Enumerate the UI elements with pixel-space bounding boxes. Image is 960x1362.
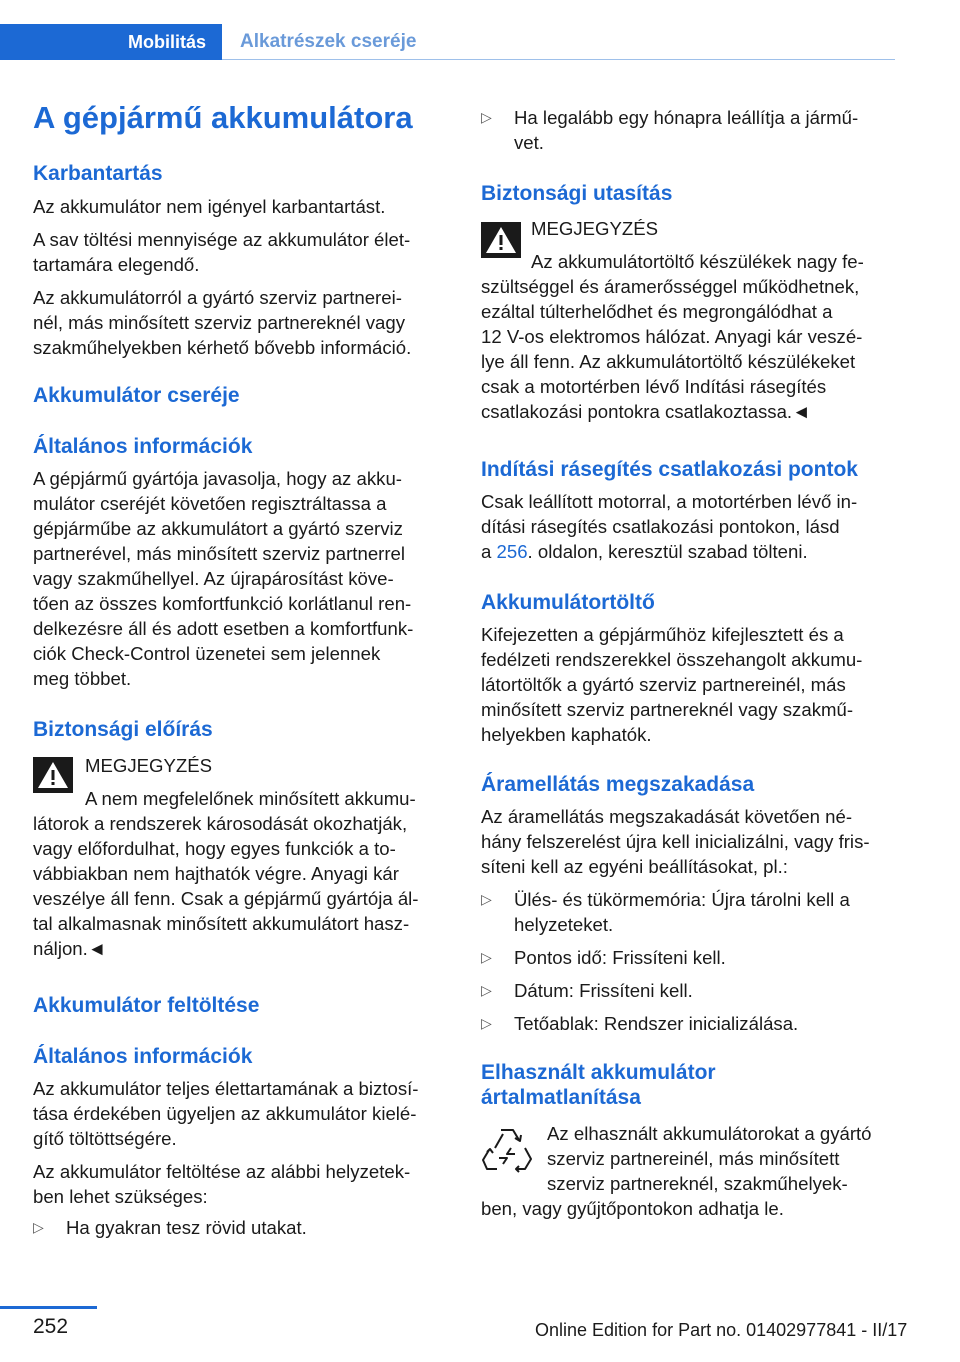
altalanos1-line: vagy szakműhellyel. Az újrapárosítást köve- (33, 568, 394, 589)
altalanos1-line: ciók Check-Control üzenetei sem jelennek (33, 643, 381, 664)
altalanos2-line: gítő töltöttségére. (33, 1128, 177, 1149)
elhasznalt-line: szerviz partnereknél, szakműhelyek- (547, 1173, 848, 1194)
warning-line: A nem megfelelőnek minősített akkumu- (85, 788, 416, 809)
warning-line: 12 V-os elektromos hálózat. Anyagi kár veszé- (481, 326, 863, 347)
bullet-triangle-icon: ▷ (481, 982, 492, 998)
tolto-line: fedélzeti rendszerekkel összehangolt akkumu- (481, 649, 863, 670)
warning-icon (33, 757, 73, 793)
list-item-continuation: helyzeteket. (514, 914, 614, 935)
tolto-line: látortöltők a gyártó szerviz partnereinél, más (481, 674, 846, 695)
heading-eloiras: Biztonsági előírás (33, 718, 213, 741)
heading-altalanos-1: Általános információk (33, 435, 253, 458)
warning-line: lye áll fenn. Az akkumulátortöltő készülékeket (481, 351, 856, 372)
altalanos1-line: meg többet. (33, 668, 132, 689)
heading-feltoltes: Akkumulátor feltöltése (33, 994, 260, 1017)
helyzetek-line: Az akkumulátor feltöltése az alábbi helyzetek- (33, 1161, 411, 1182)
altalanos2-line: tása érdekében ügyeljen az akkumulátor kielé- (33, 1103, 417, 1124)
warning-icon (481, 222, 521, 258)
recycle-icon (481, 1124, 533, 1176)
altalanos1-line: tően az összes komfortfunkció korlátlanul ren- (33, 593, 412, 614)
para-karbantartas-3-l1: Az akkumulátorról a gyártó szerviz partnerei- (33, 287, 402, 308)
para-karbantartas-2-l1: A sav töltési mennyisége az akkumulátor élet- (33, 229, 411, 250)
tolto-line: helyekben kaphatók. (481, 724, 652, 745)
aram-line: síteni kell az egyéni beállításokat, pl.: (481, 856, 788, 877)
heading-csere: Akkumulátor cseréje (33, 384, 240, 407)
para-karbantartas-2-l2: tartamára elegendő. (33, 254, 200, 275)
inditasi-line: a 256. oldalon, keresztül szabad tölteni. (481, 541, 808, 562)
warning-line: Az akkumulátortöltő készülékek nagy fe- (531, 251, 864, 272)
altalanos1-line: mulátor cseréjét követően regisztráltassa a (33, 493, 387, 514)
warning-line: vábbiakban nem hajthatók végre. Anyagi kár (33, 863, 399, 884)
warning-label: MEGJEGYZÉS (531, 218, 659, 239)
heading-elhasznalt-l2: ártalmatlanítása (481, 1086, 641, 1109)
warning-line: csak a motortérben lévő Indítási rásegítés (481, 376, 827, 397)
tab-mobilitas[interactable]: Mobilitás (0, 24, 222, 60)
altalanos2-line: Az akkumulátor teljes élettartamának a biztosí- (33, 1078, 419, 1099)
elhasznalt-line: ben, vagy gyűjtőpontokon adhatja le. (481, 1198, 784, 1219)
para-karbantartas-3-l3: szakműhelyekben kérhető bővebb információ. (33, 337, 412, 358)
bullet-triangle-icon: ▷ (33, 1219, 44, 1235)
warning-line: szültséggel és áramerősséggel működhetnek, (481, 276, 860, 297)
warning-line: csatlakozási pontokra csatlakoztassa.◄ (481, 401, 811, 422)
elhasznalt-line: szerviz partnereinél, más minősített (547, 1148, 840, 1169)
warning-line: tal alkalmasnak minősített akkumulátort hasz- (33, 913, 410, 934)
page-number-rule (0, 1306, 97, 1309)
tolto-line: minősített szerviz partnereknél vagy szakmű- (481, 699, 854, 720)
page-title: A gépjármű akkumulátora (33, 100, 413, 135)
para-karbantartas-1: Az akkumulátor nem igényel karbantartást. (33, 196, 386, 217)
page-number: 252 (33, 1315, 69, 1338)
warning-line: látorok a rendszerek károsodását okozhatják, (33, 813, 408, 834)
elhasznalt-line: Az elhasznált akkumulátorokat a gyártó (547, 1123, 872, 1144)
heading-altalanos-2: Általános információk (33, 1045, 253, 1068)
list-item-continuation: vet. (514, 132, 544, 153)
warning-label: MEGJEGYZÉS (85, 755, 213, 776)
altalanos1-line: gépjárműbe az akkumulátort a gyártó szerviz (33, 518, 403, 539)
tab-alkatreszek[interactable]: Alkatrészek cseréje (240, 31, 417, 52)
warning-line: ezáltal túlterhelődhet és megrongálódhat a (481, 301, 833, 322)
warning-line: vagy előfordulhat, hogy egyes funkciók a to- (33, 838, 396, 859)
heading-tolto: Akkumulátortöltő (481, 591, 655, 614)
bullet-triangle-icon: ▷ (481, 109, 492, 125)
heading-inditasi: Indítási rásegítés csatlakozási pontok (481, 458, 858, 481)
altalanos1-line: A gépjármű gyártója javasolja, hogy az akku- (33, 468, 402, 489)
helyzetek-line: ben lehet szükséges: (33, 1186, 208, 1207)
header-divider (222, 59, 895, 60)
inditasi-line: Csak leállított motorral, a motortérben lévő in- (481, 491, 858, 512)
bullet-triangle-icon: ▷ (481, 949, 492, 965)
aram-line: hány felszerelést újra kell inicializálni, vagy fris- (481, 831, 870, 852)
altalanos1-line: partnerével, más minősített szerviz partnerrel (33, 543, 406, 564)
aram-line: Az áramellátás megszakadását követően né- (481, 806, 853, 827)
heading-aram: Áramellátás megszakadása (481, 773, 755, 796)
edition-footer: Online Edition for Part no. 01402977841 - II/17 (535, 1320, 908, 1340)
bullet-triangle-icon: ▷ (481, 891, 492, 907)
heading-elhasznalt-l1: Elhasznált akkumulátor (481, 1061, 716, 1084)
page-link-256[interactable]: 256 (496, 541, 528, 562)
heading-karbantartas: Karbantartás (33, 162, 163, 185)
warning-line: veszélye áll fenn. Csak a gépjármű gyártója ál- (33, 888, 419, 909)
para-karbantartas-3-l2: nél, más minősített szerviz partnereknél vagy (33, 312, 406, 333)
warning-line: náljon.◄ (33, 938, 107, 959)
tolto-line: Kifejezetten a gépjárműhöz kifejlesztett és a (481, 624, 844, 645)
bullet-triangle-icon: ▷ (481, 1015, 492, 1031)
heading-utasitas: Biztonsági utasítás (481, 182, 673, 205)
altalanos1-line: delkezésre áll és adott esetben a komfortfunk- (33, 618, 414, 639)
inditasi-line: dítási rásegítés csatlakozási pontokon, lásd (481, 516, 840, 537)
header-bar (0, 24, 895, 60)
